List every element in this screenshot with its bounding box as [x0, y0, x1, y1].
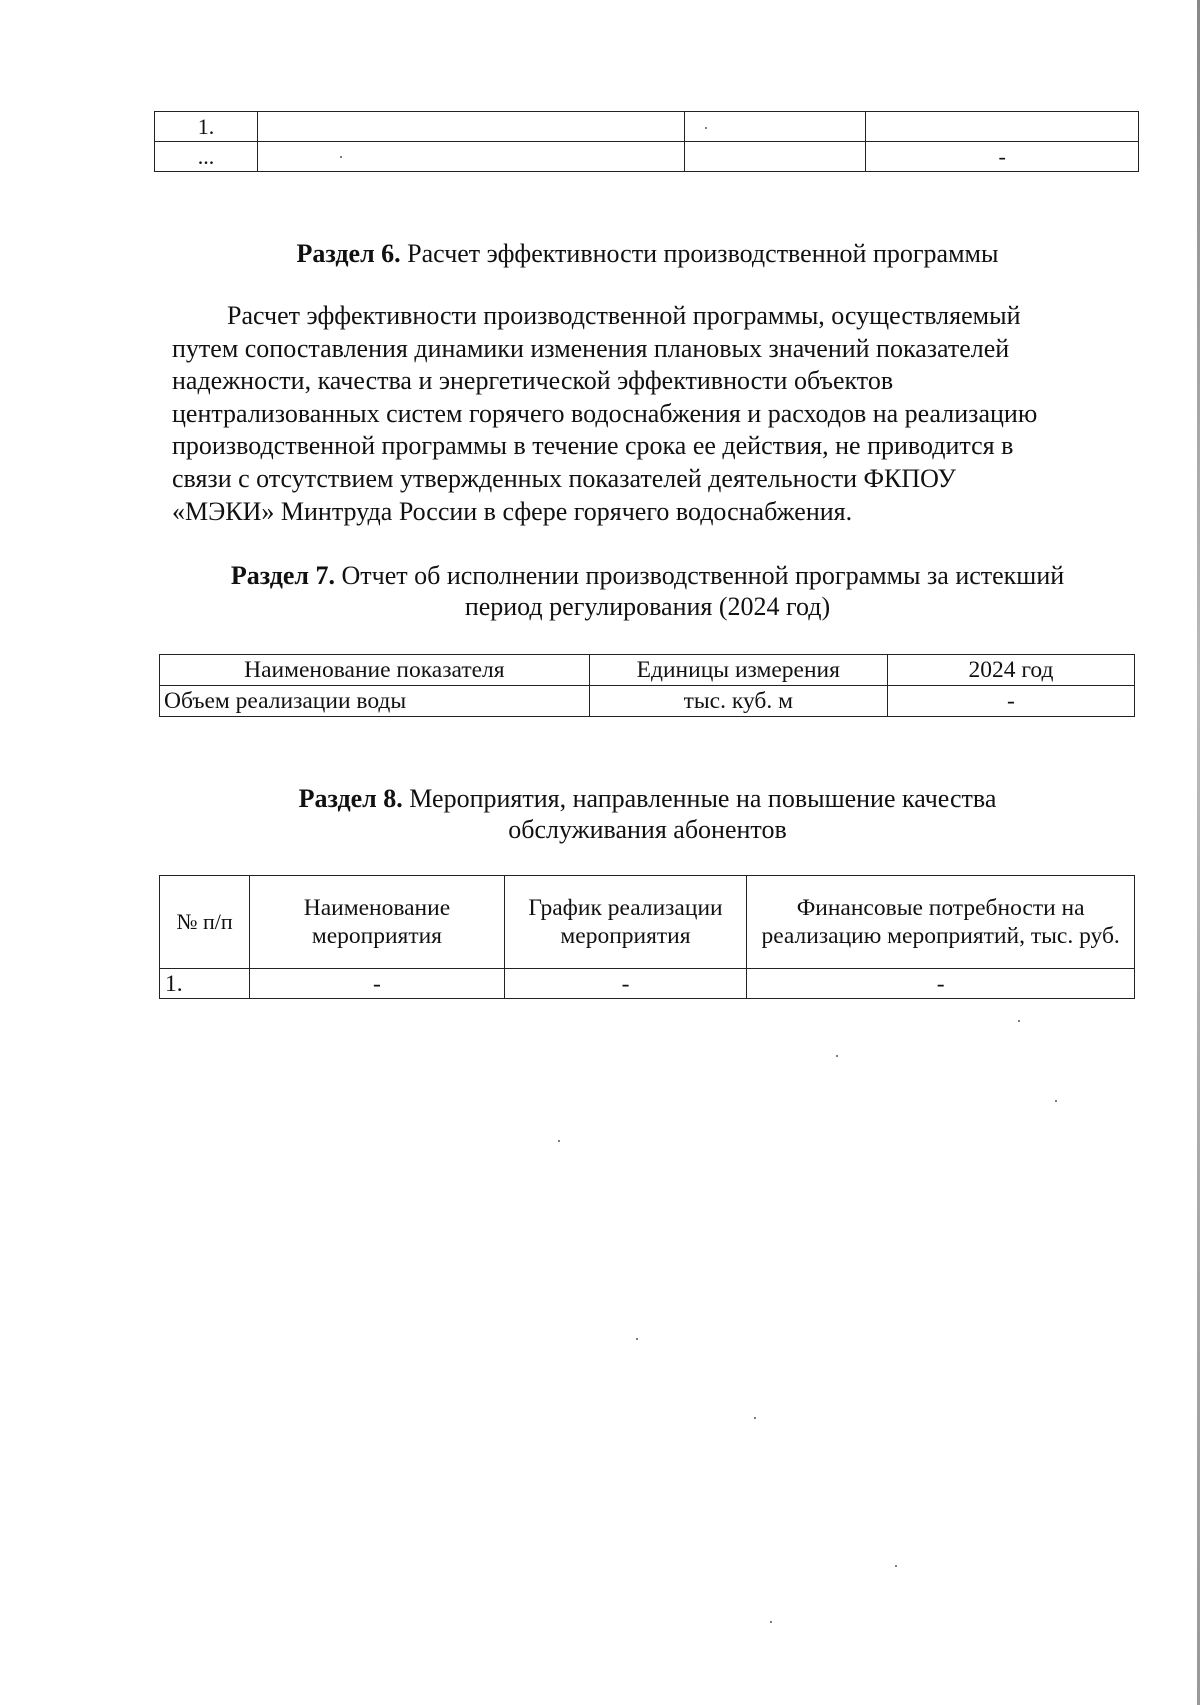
section-8-title-line1: Мероприятия, направленные на повышение качества: [402, 784, 997, 813]
column-header: Наименование мероприятия: [250, 876, 505, 969]
table-cell: [685, 142, 866, 172]
table-row: [155, 142, 1139, 172]
scan-speck: [754, 1417, 756, 1419]
scan-speck: [1018, 1020, 1020, 1022]
column-header: № п/п: [160, 876, 250, 969]
section-6-label: Раздел 6.: [296, 239, 401, 268]
table-row: [160, 969, 1135, 999]
table-header-row: [160, 876, 1135, 969]
section-8-heading: [150, 783, 1145, 845]
table-header-row: [160, 655, 1135, 686]
section-6-paragraph: [172, 300, 1119, 528]
scan-speck: [705, 127, 707, 129]
paragraph-line: связи с отсутствием утвержденных показателей деятельности ФКПОУ: [172, 463, 956, 493]
table-row: [155, 112, 1139, 142]
paragraph-line: путем сопоставления динамики изменения плановых значений показателей: [172, 333, 1010, 363]
section-6-title: Расчет эффективности производственной программы: [400, 239, 999, 268]
table-cell: 1.: [155, 112, 258, 142]
table-cell: -: [887, 686, 1134, 717]
table-cell: 1.: [160, 969, 250, 999]
table-cell: [685, 112, 866, 142]
table-cell: тыс. куб. м: [589, 686, 887, 717]
column-header: 2024 год: [887, 655, 1134, 686]
table-cell: ...: [155, 142, 258, 172]
table-cell: [257, 142, 685, 172]
section-6-heading: [150, 238, 1145, 269]
scan-speck: [895, 1565, 897, 1567]
section-7-heading: [150, 560, 1145, 622]
section-8-table: [159, 875, 1135, 999]
table-cell: [866, 112, 1139, 142]
table-cell: -: [747, 969, 1135, 999]
paragraph-line: «МЭКИ» Минтруда России в сфере горячего водоснабжения.: [172, 496, 853, 526]
scan-speck: [836, 1055, 838, 1057]
scan-speck: [1055, 1100, 1057, 1102]
column-header: Единицы измерения: [589, 655, 887, 686]
table-cell: [257, 112, 685, 142]
section-7-title-line2: период регулирования (2024 год): [464, 592, 831, 621]
table-cell: Объем реализации воды: [160, 686, 590, 717]
table-row: [160, 686, 1135, 717]
column-header: Финансовые потребности на реализацию мероприятий, тыс. руб.: [747, 876, 1135, 969]
table-cell: -: [866, 142, 1139, 172]
scan-speck: [636, 1338, 638, 1340]
section-7-table: [159, 654, 1135, 717]
table-top-fragment: [154, 111, 1139, 172]
table-cell: -: [250, 969, 505, 999]
scan-speck: [340, 156, 342, 158]
section-8-title-line2: обслуживания абонентов: [508, 815, 787, 844]
column-header: График реализации мероприятия: [504, 876, 747, 969]
paragraph-line: централизованных систем горячего водоснабжения и расходов на реализацию: [172, 398, 1038, 428]
section-7-label: Раздел 7.: [230, 561, 335, 590]
column-header: Наименование показателя: [160, 655, 590, 686]
scan-speck: [770, 1621, 772, 1623]
scan-speck: [558, 1140, 560, 1142]
paragraph-line: Расчет эффективности производственной программы, осуществляемый: [227, 301, 1021, 330]
paragraph-line: надежности, качества и энергетической эффективности объектов: [172, 366, 894, 396]
paragraph-line: производственной программы в течение срока ее действия, не приводится в: [172, 431, 1014, 461]
section-8-label: Раздел 8.: [298, 784, 403, 813]
table-cell: -: [504, 969, 747, 999]
section-7-title-line1: Отчет об исполнении производственной программы за истекший: [334, 561, 1065, 590]
